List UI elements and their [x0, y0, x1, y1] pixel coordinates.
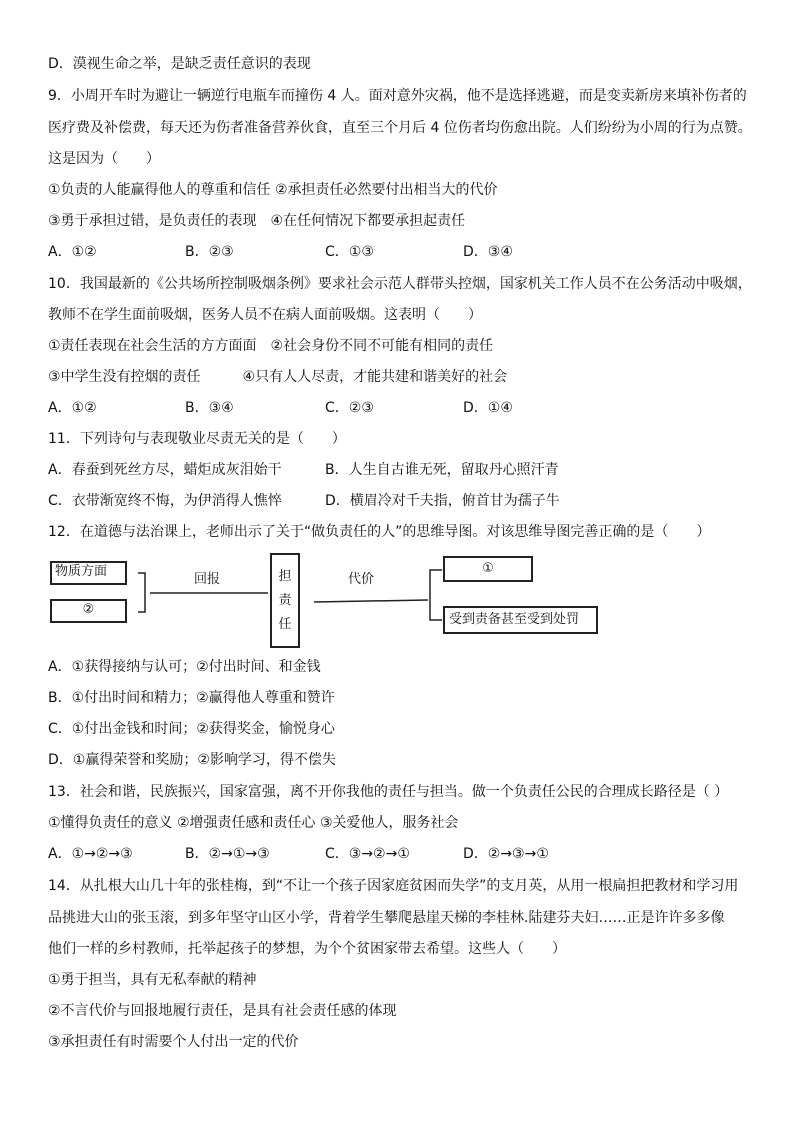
q13-option-d: D．②→③→① — [463, 846, 549, 862]
q10-statement-2: ③中学生没有控烟的责任 ④只有人人尽责，才能共建和谐美好的社会 — [48, 369, 508, 385]
q12-option-c: C．①付出金钱和时间；②获得奖金，愉悦身心 — [48, 721, 335, 737]
q10-option-d: D．①④ — [463, 400, 513, 416]
box-blank-2: ② — [50, 599, 127, 623]
q13-option-c: C．③→②→① — [325, 846, 410, 862]
q14-statement-1: ①勇于担当，具有无私奉献的精神 — [48, 972, 257, 988]
q12-option-b: B．①付出时间和精力；②赢得他人尊重和赞许 — [48, 690, 335, 706]
center-char-3: 任 — [278, 616, 292, 632]
center-char-2: 责 — [278, 592, 292, 608]
q10-option-a: A．①② — [48, 400, 97, 416]
q14-stem-line2: 品挑进大山的张玉滚，到多年坚守山区小学，背着学生攀爬悬崖天梯的李桂林.陆建芬夫妇……正是许许多多像 — [48, 910, 725, 926]
q9-stem-line1: 9．小周开车时为避让一辆逆行电瓶车而撞伤 4 人。面对意外灾祸，他不是选择逃避，而是变卖新房来填补伤者的 — [48, 88, 747, 104]
q10-stem-line1: 10．我国最新的《公共场所控制吸烟条例》要求社会示范人群带头控烟，国家机关工作人员不在公务活动中吸烟， — [48, 276, 752, 292]
q13-option-b: B．②→①→③ — [185, 846, 270, 862]
box-blame-punishment: 受到责备甚至受到处罚 — [443, 606, 598, 634]
q14-statement-2: ②不言代价与回报地履行责任，是具有社会责任感的体现 — [48, 1003, 397, 1019]
q10-statement-1: ①责任表现在社会生活的方方面面 ②社会身份不同不可能有相同的责任 — [48, 338, 494, 354]
q9-option-d: D．③④ — [463, 244, 513, 260]
q9-option-a: A．①② — [48, 244, 97, 260]
q10-option-c: C．②③ — [325, 400, 374, 416]
q9-stem-line2: 医疗费及补偿费，每天还为伤者准备营养伙食，直至三个月后 4 位伤者均伤愈出院。人们纷纷为小周的行为点赞。 — [48, 120, 752, 136]
q9-statement-2: ③勇于承担过错，是负责任的表现 ④在任何情况下都要承担起责任 — [48, 213, 466, 229]
q9-statement-1: ①负责的人能赢得他人的尊重和信任 ②承担责任必然要付出相当大的代价 — [48, 182, 498, 198]
q14-statement-3: ③承担责任有时需要个人付出一定的代价 — [48, 1034, 299, 1050]
q12-option-d: D．①赢得荣誉和奖励；②影响学习，得不偿失 — [48, 752, 336, 768]
box-take-responsibility — [270, 553, 300, 648]
option-d-prev: D．漠视生命之举，是缺乏责任意识的表现 — [48, 56, 311, 72]
q12-option-a: A．①获得接纳与认可；②付出时间、和金钱 — [48, 659, 321, 675]
box-material-aspect: 物质方面 — [50, 561, 127, 585]
q13-statement-1: ①懂得负责任的意义 ②增强责任感和责任心 ③关爱他人，服务社会 — [48, 815, 459, 831]
q11-stem: 11．下列诗句与表现敬业尽责无关的是（ ） — [48, 431, 346, 447]
q11-option-d: D．横眉冷对千夫指，俯首甘为孺子牛 — [325, 493, 560, 509]
label-cost: 代价 — [348, 572, 375, 587]
q11-option-a: A．春蚕到死丝方尽，蜡炬成灰泪始干 — [48, 462, 282, 478]
q13-option-a: A．①→②→③ — [48, 846, 133, 862]
q13-stem: 13．社会和谐，民族振兴，国家富强，离不开你我他的责任与担当。做一个负责任公民的合理成长路径是（ ） — [48, 784, 729, 800]
q9-option-c: C．①③ — [325, 244, 374, 260]
q14-stem-line1: 14．从扎根大山几十年的张桂梅，到“不让一个孩子因家庭贫困而失学”的支月英，从用一根扁担把教材和学习用 — [48, 878, 739, 894]
q10-stem-line2: 教师不在学生面前吸烟，医务人员不在病人面前吸烟。这表明（ ） — [48, 307, 482, 323]
q14-stem-line3: 他们一样的乡村教师，托举起孩子的梦想，为个个贫困家带去希望。这些人（ ） — [48, 941, 566, 957]
center-char-1: 担 — [278, 568, 292, 584]
q11-option-c: C．衣带渐宽终不悔，为伊消得人憔悴 — [48, 493, 282, 509]
q12-stem: 12．在道德与法治课上，老师出示了关于“做负责任的人”的思维导图。对该思维导图完善正确的是（ ） — [48, 524, 711, 540]
q9-stem-line3: 这是因为（ ） — [48, 151, 160, 167]
box-blank-1: ① — [443, 556, 533, 582]
q11-option-b: B．人生自古谁无死，留取丹心照汗青 — [325, 462, 559, 478]
label-return: 回报 — [194, 572, 221, 587]
q9-option-b: B．②③ — [185, 244, 234, 260]
q10-option-b: B．③④ — [185, 400, 234, 416]
